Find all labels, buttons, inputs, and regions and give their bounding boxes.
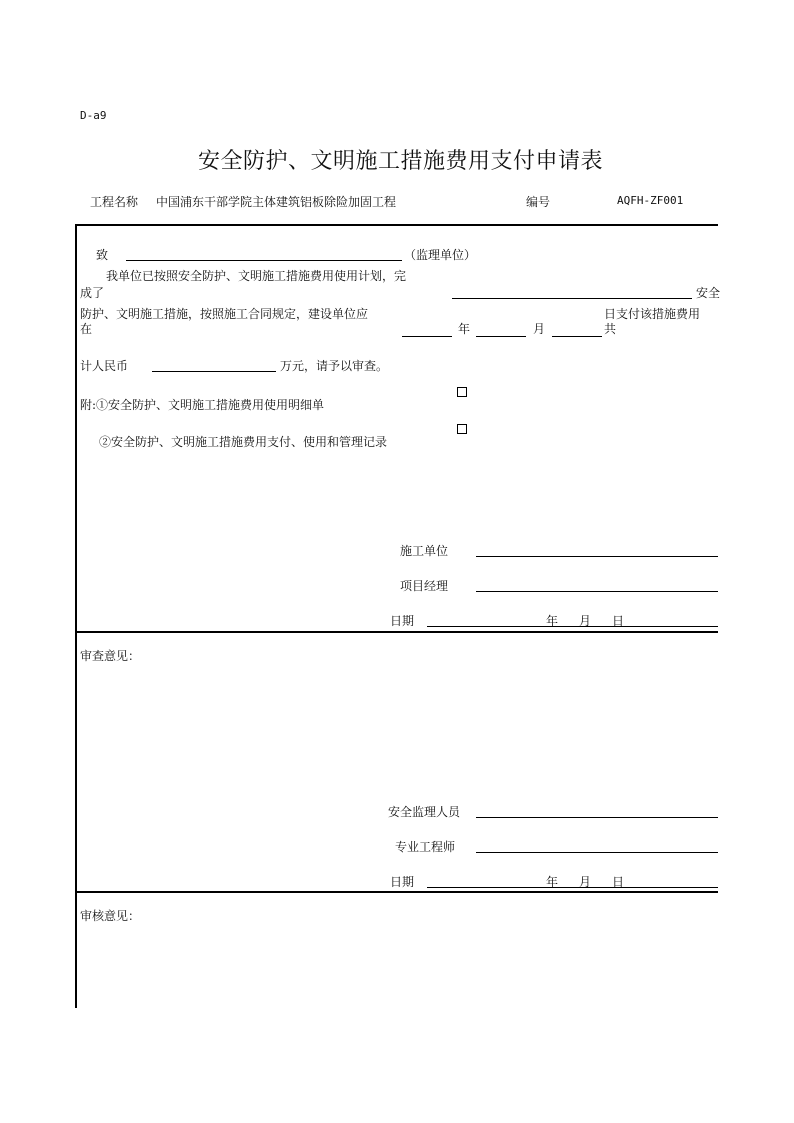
to-field-line[interactable] xyxy=(126,260,402,261)
day-field-line[interactable] xyxy=(552,336,602,337)
month-label: 月 xyxy=(533,322,546,336)
pm-field-line[interactable] xyxy=(476,591,718,592)
safety-supervisor-field-line[interactable] xyxy=(476,817,718,818)
contractor-field-line[interactable] xyxy=(476,556,718,557)
para-line-3: 防护、文明施工措施，按照施工合同规定，建设单位应 xyxy=(80,307,369,321)
date-label-1: 日期 xyxy=(390,614,415,628)
review-label: 审查意见： xyxy=(80,649,141,663)
safety-word: 安全 xyxy=(696,286,721,300)
attachment-2: ②安全防护、文明施工措施费用支付、使用和管理记录 xyxy=(99,435,388,449)
para-line-2: 成了 xyxy=(80,286,105,300)
date-year-2: 年 xyxy=(546,875,559,889)
date-field-line-1[interactable] xyxy=(427,626,718,627)
attach1-checkbox[interactable] xyxy=(457,387,467,397)
pm-label: 项目经理 xyxy=(400,579,449,593)
date-day-2: 日 xyxy=(612,875,625,889)
completed-measures-line[interactable] xyxy=(452,298,692,299)
attachment-1: 附:①安全防护、文明施工措施费用使用明细单 xyxy=(80,398,325,412)
para-line-3b: 在 xyxy=(80,322,93,336)
date-field-line-2[interactable] xyxy=(427,887,718,888)
section-divider-2 xyxy=(75,891,718,893)
amount-field-line[interactable] xyxy=(152,371,276,372)
para-line-1: 我单位已按照安全防护、文明施工措施费用使用计划，完 xyxy=(106,269,407,283)
day-pay-text: 日支付该措施费用 xyxy=(604,307,701,321)
month-field-line[interactable] xyxy=(476,336,526,337)
project-name: 中国浦东干部学院主体建筑铝板除险加固工程 xyxy=(156,195,397,209)
date-label-2: 日期 xyxy=(390,875,415,889)
audit-label: 审核意见： xyxy=(80,909,141,923)
wan-text: 万元，请予以审查。 xyxy=(280,359,389,373)
date-year-1: 年 xyxy=(546,614,559,628)
date-month-2: 月 xyxy=(579,875,592,889)
contractor-label: 施工单位 xyxy=(400,544,449,558)
engineer-field-line[interactable] xyxy=(476,852,718,853)
attach2-checkbox[interactable] xyxy=(457,424,467,434)
engineer-label: 专业工程师 xyxy=(395,840,456,854)
year-label: 年 xyxy=(458,322,471,336)
number-label: 编号 xyxy=(526,195,551,209)
number-value: AQFH-ZF001 xyxy=(617,194,684,207)
date-day-1: 日 xyxy=(612,614,625,628)
section-divider-1 xyxy=(75,631,718,633)
total-text: 共 xyxy=(604,322,617,336)
to-label: 致 xyxy=(96,248,109,262)
table-top-border xyxy=(75,224,718,226)
project-label: 工程名称 xyxy=(90,195,139,209)
year-field-line[interactable] xyxy=(402,336,452,337)
rmb-label: 计人民币 xyxy=(80,359,129,373)
safety-supervisor-label: 安全监理人员 xyxy=(388,805,461,819)
page-title: 安全防护、文明施工措施费用支付申请表 xyxy=(198,149,604,174)
form-code: D-a9 xyxy=(80,109,107,122)
date-month-1: 月 xyxy=(579,614,592,628)
supervisor-unit-label: （监理单位） xyxy=(404,248,477,262)
